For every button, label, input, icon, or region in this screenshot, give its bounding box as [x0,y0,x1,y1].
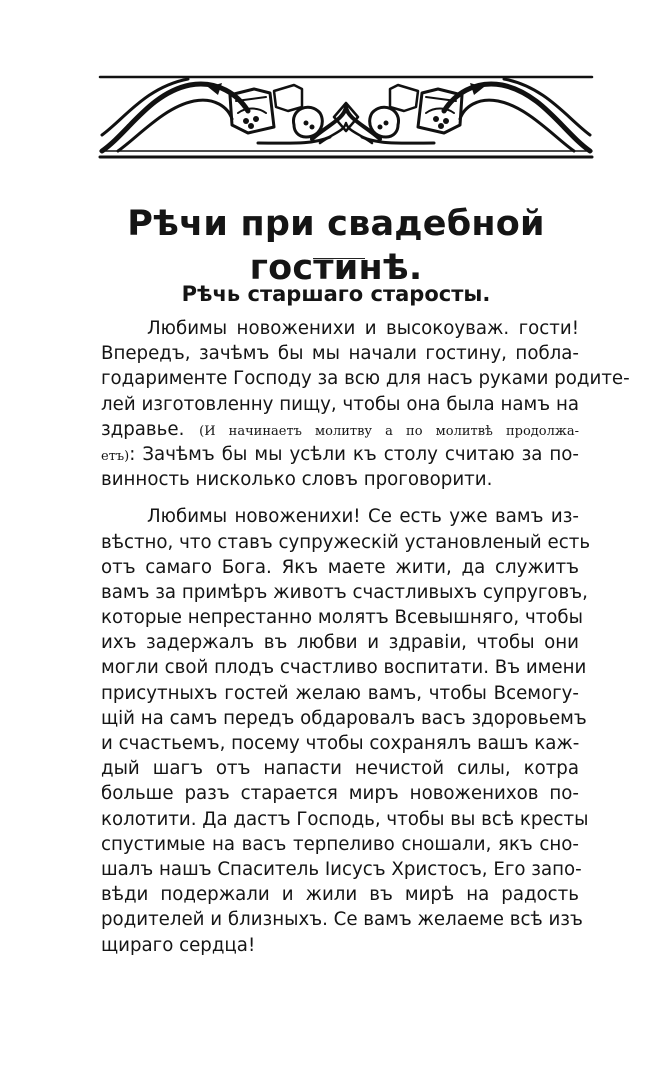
section-title: Рѣчь старшаго старосты. [181,282,491,306]
stage-direction: (И начинаетъ молитву а по молитвѣ продолжа- [199,423,579,439]
title-divider [313,258,365,259]
text-line: вѣстно, что ставъ супружескій установленый есть [101,531,591,553]
text-line: шалъ нашъ Спаситель Іисусъ Христосъ, Его запо- [101,858,582,880]
text-line: родителей и близныхъ. Се вамъ желаеме всѣ изъ [101,909,583,931]
text-line: Любимы новоженихи! Се есть уже вамъ из- [147,506,579,528]
text-line: дый шагъ отъ напасти нечистой силы, котра [101,758,579,780]
text-line: присутныхъ гостей желаю вамъ, чтобы Всемогу- [101,682,579,704]
text-line [101,442,579,467]
text-line: щій на самъ передъ обдаровалъ васъ здоровьемъ [101,707,587,729]
decorative-art-nouveau-ornament [98,73,594,161]
text-line: и счастьемъ, посему чтобы сохранялъ вашъ каж- [101,733,580,754]
text-line [101,417,579,442]
text-line: которые непрестанно молятъ Всевышняго, чтобы [101,607,583,629]
text-line: лей изготовленну пищу, чтобы она была намъ на [101,393,579,415]
text-line: вѣди подержали и жили въ мирѣ на радость [101,884,579,906]
text-fragment: здравье. [101,418,185,440]
text-line: больше разъ старается миръ новоженихов по- [101,783,579,805]
page-title: Рѣчи при свадебной гостинѣ. [127,204,545,288]
text-line: вамъ за примѣръ животъ счастливыхъ супруговъ, [101,581,588,603]
text-line: спустимые на васъ терпеливо сношали, якъ сно- [101,833,579,855]
text-line: винность нисколько словъ проговорити. [101,469,493,491]
paragraph-gap [101,492,579,504]
text-line: отъ самаго Бога. Якъ маете жити, да служитъ [101,556,579,578]
text-line: щираго сердца! [101,934,256,956]
text-line: годарименте Господу за всю для насъ руками родите- [101,368,630,390]
speech-text [101,316,630,958]
text-line: Любимы новоженихи и высокоуваж. гости! [147,318,579,339]
text-line: могли свой плодъ счастливо воспитати. Въ имени [101,657,587,679]
stage-direction: етъ) [101,448,130,464]
text-line: ихъ задержалъ въ любви и здравіи, чтобы они [101,632,579,654]
text-line: Впередъ, зачѣмъ бы мы начали гостину, побла- [101,343,579,365]
text-line: колотити. Да дастъ Господь, чтобы вы всѣ кресты [101,808,589,830]
text-fragment: : Зачѣмъ бы мы усѣли къ столу считаю за по- [129,443,579,465]
